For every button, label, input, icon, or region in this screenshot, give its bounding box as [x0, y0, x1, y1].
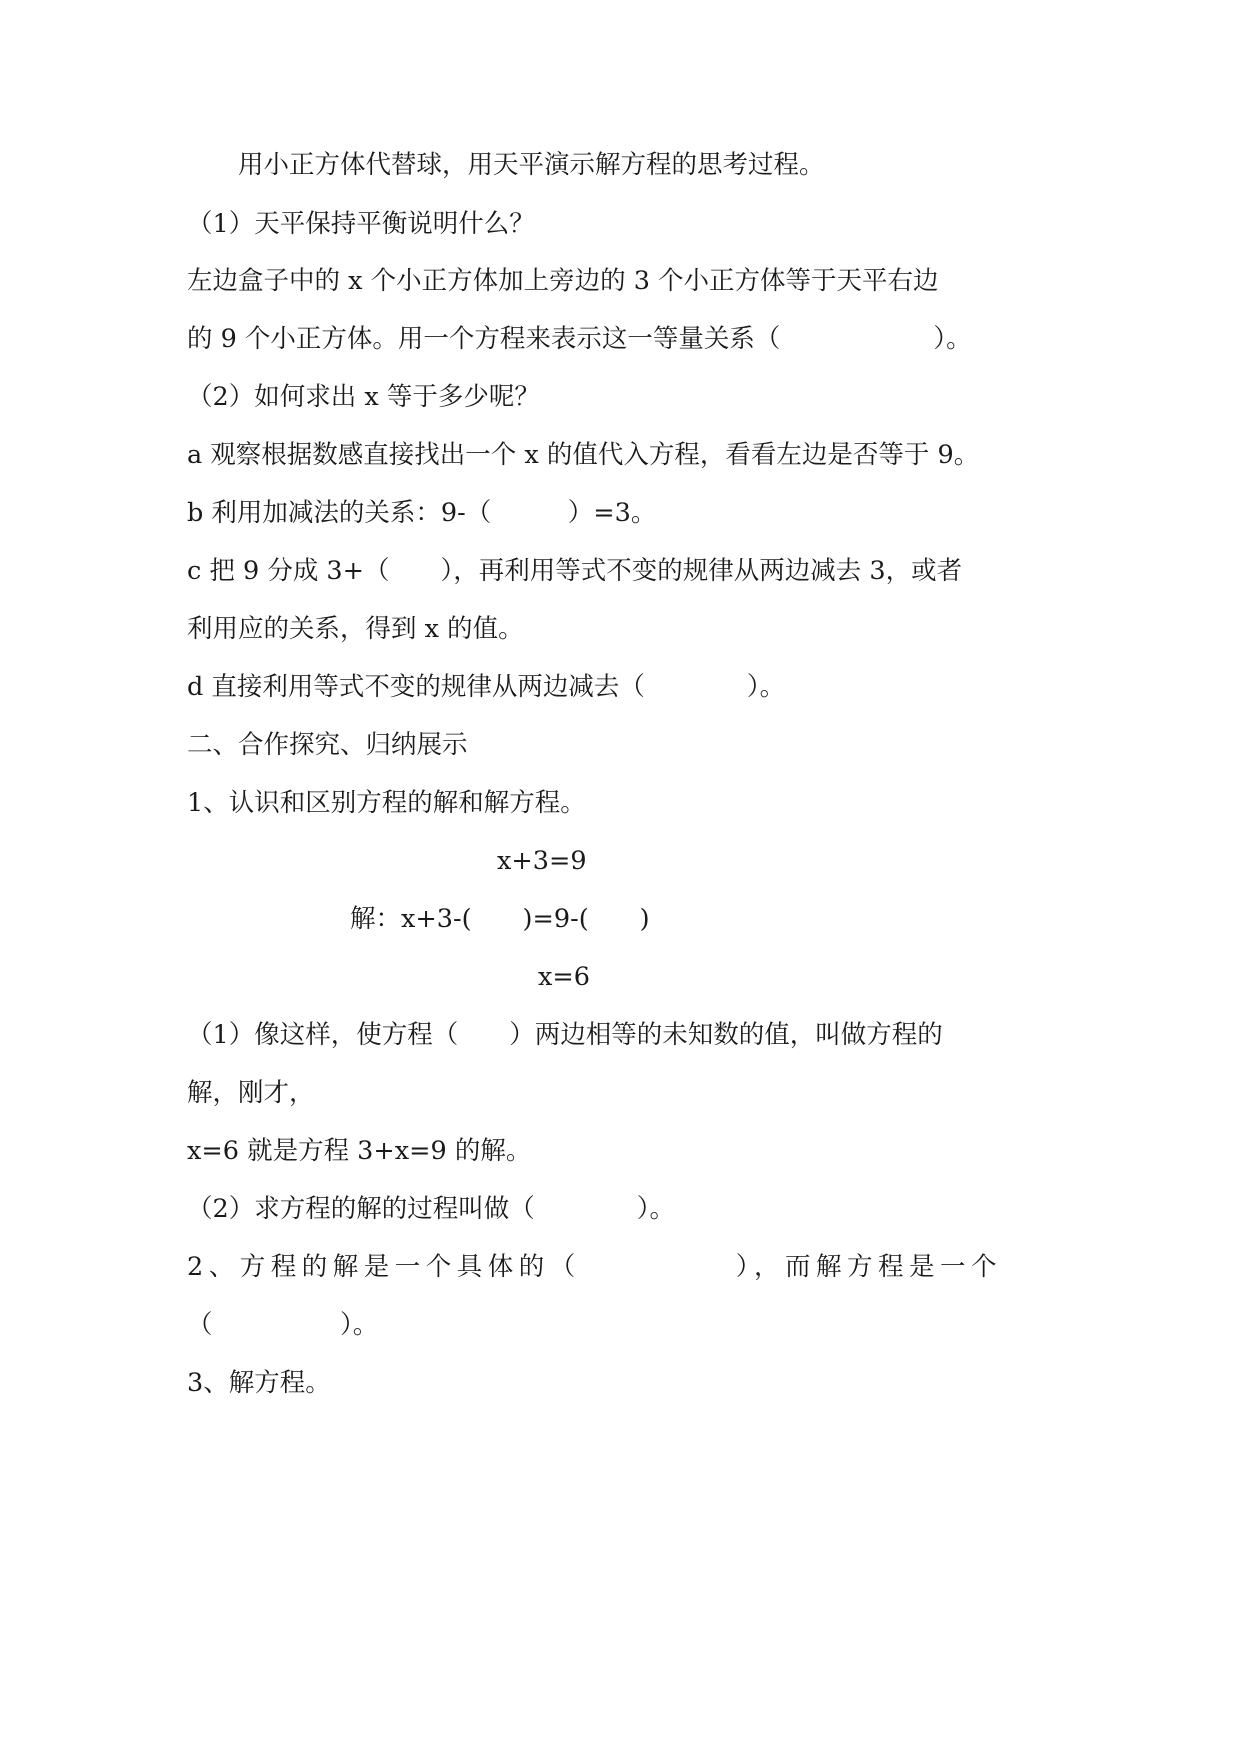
question-2-heading: （2）如何求出 x 等于多少呢？ — [187, 382, 540, 412]
paragraph-line: 利用应的关系，得到 x 的值。 — [187, 614, 524, 644]
question-1-heading: （1）天平保持平衡说明什么？ — [187, 209, 535, 239]
definition-line: （2）求方程的解的过程叫做（ ）。 — [187, 1194, 675, 1224]
subsection-heading: 1、认识和区别方程的解和解方程。 — [187, 788, 586, 818]
paragraph-line: x=6 就是方程 3+x=9 的解。 — [187, 1136, 532, 1166]
method-a-line: a 观察根据数感直接找出一个 x 的值代入方程，看看左边是否等于 9。 — [187, 440, 980, 470]
equation-solution-step: 解：x+3-( )=9-( ) — [350, 904, 650, 934]
section-heading: 二、合作探究、归纳展示 — [187, 730, 468, 760]
definition-line: （1）像这样，使方程（ ）两边相等的未知数的值，叫做方程的 — [187, 1020, 943, 1050]
paragraph-line: 解，刚才， — [187, 1078, 315, 1108]
paragraph-line: 左边盒子中的 x 个小正方体加上旁边的 3 个小正方体等于天平右边 — [187, 266, 939, 296]
paragraph-line: （ ）。 — [187, 1310, 379, 1340]
method-c-line: c 把 9 分成 3+（ ），再利用等式不变的规律从两边减去 3，或者 — [187, 556, 963, 586]
intro-line: 用小正方体代替球，用天平演示解方程的思考过程。 — [187, 150, 825, 180]
equation-result: x=6 — [538, 962, 590, 992]
comparison-line: 2、方程的解是一个具体的（ ），而解方程是一个 — [187, 1252, 1002, 1282]
paragraph-line: 的 9 个小正方体。用一个方程来表示这一等量关系（ ）。 — [187, 324, 972, 354]
method-d-line: d 直接利用等式不变的规律从两边减去（ ）。 — [187, 672, 786, 702]
subsection-heading: 3、解方程。 — [187, 1368, 331, 1398]
equation-line: x+3=9 — [497, 846, 587, 876]
method-b-line: b 利用加减法的关系：9-（ ）=3。 — [187, 498, 657, 528]
